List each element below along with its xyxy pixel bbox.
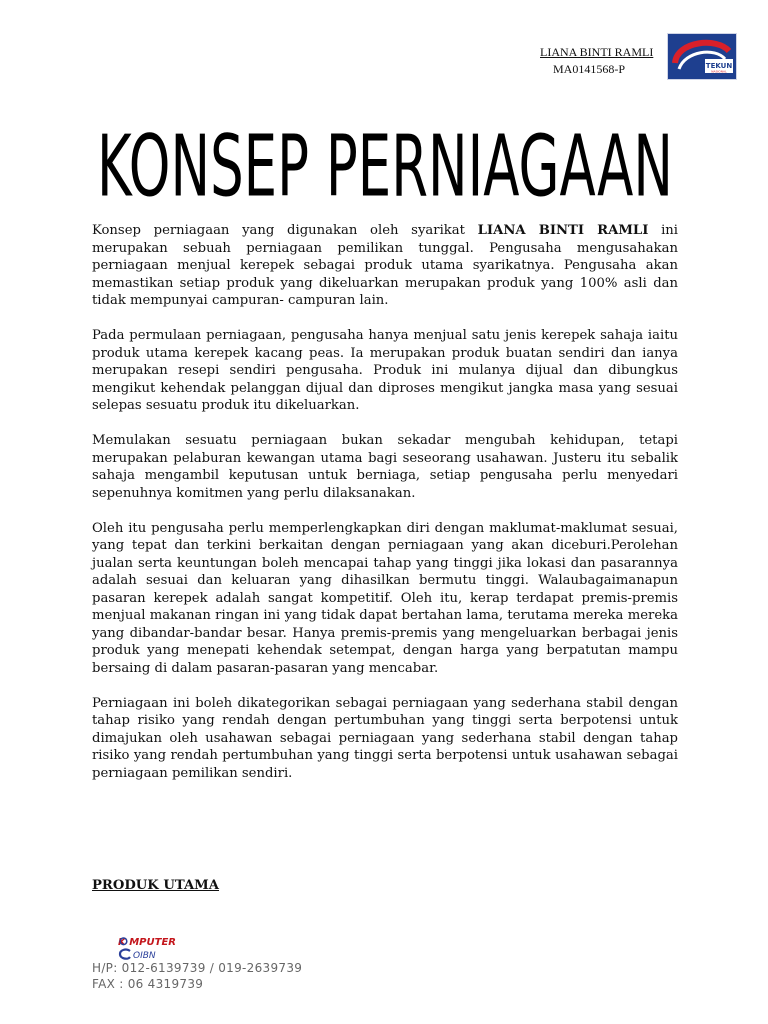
section-heading: PRODUK UTAMA: [92, 878, 220, 893]
paragraph-2: Pada permulaan perniagaan, pengusaha hanya menjual satu jenis kerepek sahaja iaitu produk utama kerepek kacang peas. Ia merupakan produk buatan sendiri dan ianya merupakan resepi sendiri pengusaha. Produk ini mulanya dijual dan dibungkus mengikut kehendak pelanggan dijual dan diproses mengikut jangka masa yang sesuai selepas sesuatu produk itu dikeluarkan.: [92, 328, 678, 413]
tekun-logo: [667, 33, 737, 80]
p1-text-start: Konsep perniagaan yang digunakan oleh syarikat: [92, 223, 478, 238]
author-name: LIANA BINTI RAMLI: [540, 45, 654, 59]
company-name: LIANA BINTI RAMLI: [477, 223, 649, 238]
title-text: KONSEP PERNIAGAAN: [97, 118, 674, 217]
document-title: [95, 102, 675, 217]
logo-subtext: NASIONAL: [711, 69, 727, 74]
body-content: [92, 222, 678, 800]
footer-phone: H/P: 012-6139739 / 019-2639739: [92, 961, 303, 975]
paragraph-5: Perniagaan ini boleh dikategorikan sebagai perniagaan yang sederhana stabil dengan tahap risiko yang rendah dengan pertumbuhan yang tinggi serta berpotensi untuk dimajukan oleh usahawan sebagai perniagaan yang sederhana stabil dengan tahap risiko yang rendah pertumbuhan yang tinggi serta berpotensi untuk usahawan sebagai perniagaan pemilikan sendiri.: [92, 695, 678, 781]
logo-line2: OIBN: [133, 951, 156, 961]
footer-fax: FAX : 06 4319739: [92, 977, 204, 991]
komputer-logo: [112, 932, 187, 962]
paragraph-3: Memulakan sesuatu perniagaan bukan sekadar mengubah kehidupan, tetapi merupakan pelaburan kewangan utama bagi seseorang usahawan. Justeru itu sebalik sahaja mengambil keputusan untuk berniaga, setiap pengusaha perlu menyedari sepenuhnya komitmen yang perlu dilaksanakan.: [92, 433, 678, 501]
paragraph-4: Oleh itu pengusaha perlu memperlengkapkan diri dengan maklumat-maklumat sesuai, yang tepat dan terkini berkaitan dengan perniagaan yang akan diceburi.Perolehan jualan serta keuntungan boleh mencapai tahap yang tinggi jika lokasi dan pasarannya adalah sesuai dan keluaran yang dihasilkan bermutu tinggi. Walaubagaimanapun pasaran kerepek adalah sangat kompetitif. Oleh itu, kerap terdapat premis-premis menjual makanan ringan ini yang tidak dapat bertahan lama, terutama mereka mereka yang dibandar-bandar besar. Hanya premis-premis yang mengeluarkan berbagai jenis produk yang menepati kehendak setempat, dengan harga yang berpatutan mampu bersaing di dalam pasaran-pasaran yang mencabar.: [92, 520, 678, 676]
paragraph-1: [92, 222, 678, 310]
author-id: MA0141568-P: [553, 62, 626, 76]
logo-text: TEKUN: [705, 62, 733, 70]
logo-line1: K MPUTER: [118, 937, 176, 948]
p1-text-end: ini merupakan sebuah perniagaan pemilikan tunggal. Pengusaha mengusahakan perniagaan menjual kerepek sebagai produk utama syarikatnya. Pengusaha akan memastikan setiap produk yang dikeluarkan merupakan produk yang 100% asli dan tidak mempunyai campuran- campuran lain.: [92, 223, 678, 308]
